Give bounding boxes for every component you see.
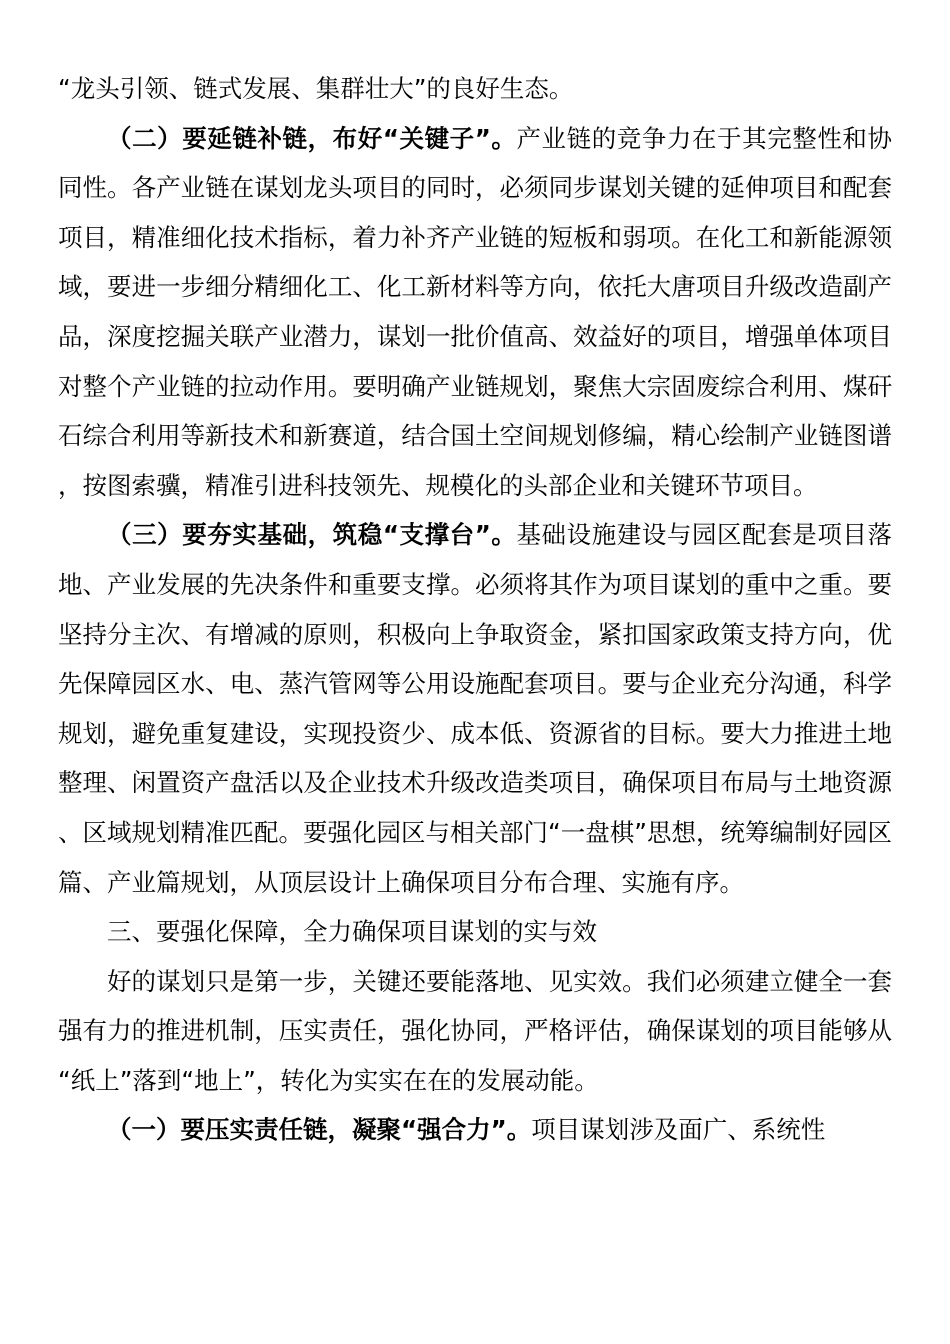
paragraph-text: “龙头引领、链式发展、集群壮大”的良好生态。 xyxy=(58,74,574,103)
paragraph-text: 产业链的竞争力在于其完整性和协同性。各产业链在谋划龙头项目的同时，必须同步谋划关键的延伸项目和配套项目，精准细化技术指标，着力补齐产业链的短板和弱项。在化工和新能源领域，要进一步细分精细化工、化工新材料等方向，依托大唐项目升级改造副产品，深度挖掘关联产业潜力，谋划一批价值高、效益好的项目，增强单体项目对整个产业链的拉动作用。要明确产业链规划，聚焦大宗固废综合利用、煤矸石综合利用等新技术和新赛道，结合国土空间规划修编，精心绘制产业链图谱，按图索骥，精准引进科技领先、规模化的头部企业和关键环节项目。 xyxy=(58,123,893,500)
section-heading: 三、要强化保障，全力确保项目谋划的实与效 xyxy=(107,917,597,947)
paragraph-text: 好的谋划只是第一步，关键还要能落地、见实效。我们必须建立健全一套强有力的推进机制，压实责任，强化协同，严格评估，确保谋划的项目能够从“纸上”落到“地上”，转化为实实在在的发展动能。 xyxy=(58,966,892,1095)
paragraph-extend-chain xyxy=(58,114,892,511)
paragraph-section-intro xyxy=(58,957,892,1106)
paragraph-text: 基础设施建设与园区配套是项目落地、产业发展的先决条件和重要支撑。必须将其作为项目谋划的重中之重。要坚持分主次、有增减的原则，积极向上争取资金，紧扣国家政策支持方向，优先保障园区水、电、蒸汽管网等公用设施配套项目。要与企业充分沟通，科学规划，避免重复建设，实现投资少、成本低、资源省的目标。要大力推进土地整理、闲置资产盘活以及企业技术升级改造类项目，确保项目布局与土地资源、区域规划精准匹配。要强化园区与相关部门“一盘棋”思想，统筹编制好园区篇、产业篇规划，从顶层设计上确保项目分布合理、实施有序。 xyxy=(58,520,893,897)
paragraph-ecosystem-closing xyxy=(58,64,892,114)
paragraph-text: 项目谋划涉及面广、系统性 xyxy=(531,1115,826,1145)
paragraph-lead-heading: （三）要夯实基础，筑稳“支撑台”。 xyxy=(107,520,517,550)
paragraph-lead-heading: （一）要压实责任链，凝聚“强合力”。 xyxy=(107,1115,532,1145)
paragraph-infrastructure xyxy=(58,510,892,907)
paragraph-lead-heading: （二）要延链补链，布好“关键子”。 xyxy=(107,123,517,153)
paragraph-responsibility-chain xyxy=(58,1105,892,1155)
